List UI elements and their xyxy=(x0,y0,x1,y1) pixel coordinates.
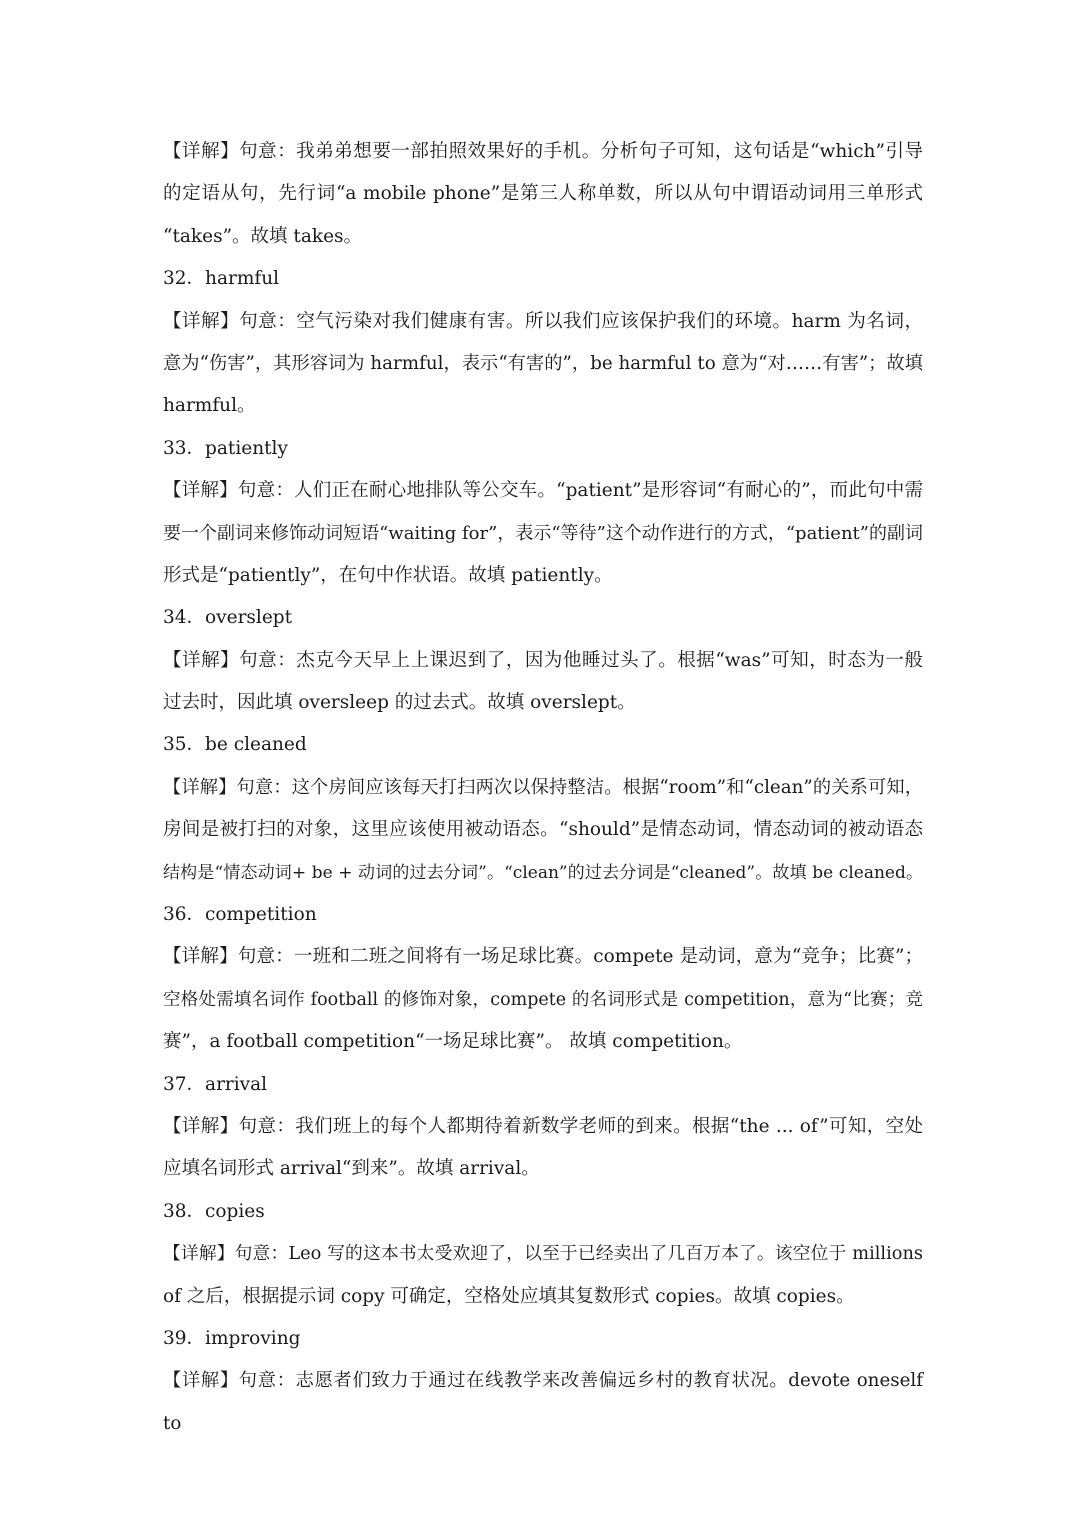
text-line: 赛”，a football competition“一场足球比赛”。 故填 competition。 xyxy=(163,1031,743,1053)
text-line: harmful。 xyxy=(163,395,256,417)
text-line: 过去时，因此填 oversleep 的过去式。故填 overslept。 xyxy=(163,692,636,714)
text-line: 的定语从句，先行词“a mobile phone”是第三人称单数，所以从句中谓语动词用三单形式 xyxy=(163,183,923,205)
text-line: “takes”。故填 takes。 xyxy=(163,225,363,247)
text-line: 32．harmful xyxy=(163,268,280,290)
text-line: 【详解】句意：人们正在耐心地排队等公交车。“patient”是形容词“有耐心的”，而此句中需 xyxy=(163,480,923,502)
text-line: 33．patiently xyxy=(163,437,288,459)
text-line: 35．be cleaned xyxy=(163,734,307,756)
text-line: 结构是“情态动词+ be + 动词的过去分词”。“clean”的过去分词是“cleaned”。故填 be cleaned。 xyxy=(163,862,923,883)
text-line: 要一个副词来修饰动词短语“waiting for”，表示“等待”这个动作进行的方式，“patient”的副词 xyxy=(163,522,923,544)
text-line: 【详解】句意：空气污染对我们健康有害。所以我们应该保护我们的环境。harm 为名词， xyxy=(163,310,923,332)
text-line: 【详解】句意：我弟弟想要一部拍照效果好的手机。分析句子可知，这句话是“which”引导 xyxy=(163,141,923,162)
text-line: 房间是被打扫的对象，这里应该使用被动语态。“should”是情态动词，情态动词的被动语态 xyxy=(163,819,923,841)
text-line: 形式是“patiently”，在句中作状语。故填 patiently。 xyxy=(163,564,613,586)
text-line: 空格处需填名词作 football 的修饰对象，compete 的名词形式是 competition，意为“比赛；竞 xyxy=(163,989,923,1010)
text-line: 【详解】句意：Leo 写的这本书太受欢迎了，以至于已经卖出了几百万本了。该空位于 millions xyxy=(163,1244,923,1265)
text-line: 36．competition xyxy=(163,904,317,926)
text-line: 37．arrival xyxy=(163,1073,268,1095)
text-line: 【详解】句意：志愿者们致力于通过在线教学来改善偏远乡村的教育状况。devote oneself to xyxy=(163,1370,923,1434)
text-line: 38．copies xyxy=(163,1200,265,1222)
text-line: 【详解】句意：一班和二班之间将有一场足球比赛。compete 是动词，意为“竞争；比赛”； xyxy=(163,946,923,968)
text-line: 39．improving xyxy=(163,1327,301,1349)
text-line: 【详解】句意：这个房间应该每天打扫两次以保持整洁。根据“room”和“clean”的关系可知， xyxy=(163,776,923,798)
text-line: of 之后，根据提示词 copy 可确定，空格处应填其复数形式 copies。故填 copies。 xyxy=(163,1285,855,1307)
text-line: 意为“伤害”，其形容词为 harmful，表示“有害的”，be harmful to 意为“对……有害”；故填 xyxy=(163,352,923,374)
document-page xyxy=(163,131,923,1434)
text-line: 34．overslept xyxy=(163,607,293,629)
text-line: 【详解】句意：杰克今天早上上课迟到了，因为他睡过头了。根据“was”可知，时态为一般 xyxy=(163,649,923,671)
text-line: 应填名词形式 arrival“到来”。故填 arrival。 xyxy=(163,1158,540,1180)
text-line: 【详解】句意：我们班上的每个人都期待着新数学老师的到来。根据“the ... of”可知，空处 xyxy=(163,1115,923,1137)
